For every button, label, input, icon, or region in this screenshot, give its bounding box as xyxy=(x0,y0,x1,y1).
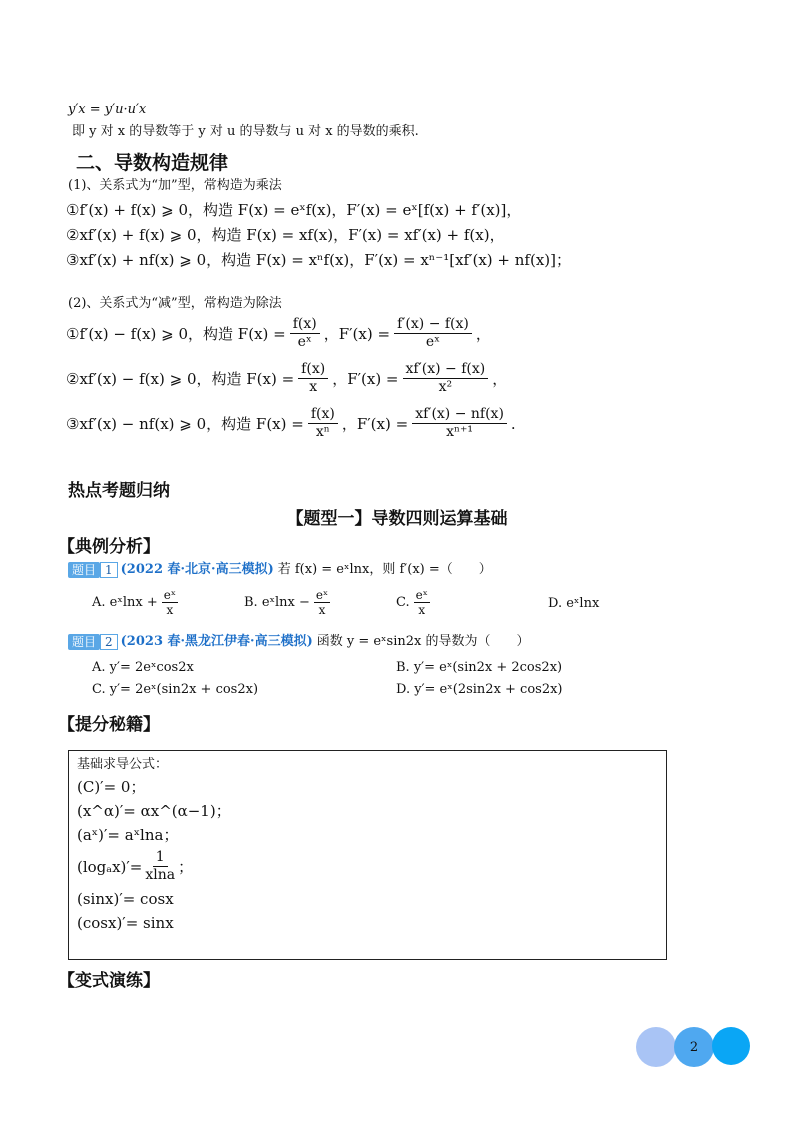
rule2-mid: ，F′(x) = xyxy=(341,414,409,433)
option-c-text: C. xyxy=(396,594,410,610)
formula-line: (C)′= 0； xyxy=(77,778,146,796)
rule2-condition: ①f′(x) − f(x) ⩾ 0，构造 F(x) = xyxy=(66,324,286,343)
numerator: f(x) xyxy=(290,316,320,334)
rule2-mid: ，F′(x) = xyxy=(323,324,391,343)
question-2-header xyxy=(68,634,530,650)
fraction xyxy=(414,588,430,617)
rule2-condition: ②xf′(x) − f(x) ⩾ 0，构造 F(x) = xyxy=(66,369,295,388)
page-number-text: 2 xyxy=(689,1039,699,1055)
formula-end: ； xyxy=(178,857,194,876)
fraction xyxy=(394,316,472,351)
question-1-header xyxy=(68,562,492,578)
example-analysis-title: 【典例分析】 xyxy=(58,537,160,557)
question-tag: 题目 xyxy=(68,634,100,650)
option-d[interactable]: D. eˣlnx xyxy=(548,596,600,611)
denominator: xlna xyxy=(145,867,176,883)
page-number xyxy=(674,1027,714,1067)
denominator: x xyxy=(166,603,174,617)
denominator: xⁿ⁺¹ xyxy=(446,424,474,440)
rule1-title: (1)、关系式为“加”型，常构造为乘法 xyxy=(68,178,282,193)
rule2-item xyxy=(66,361,507,396)
fraction xyxy=(412,406,507,441)
tips-title: 【提分秘籍】 xyxy=(58,715,160,735)
option-c[interactable] xyxy=(396,588,430,617)
rule1-item: ③xf′(x) + nf(x) ⩾ 0，构造 F(x) = xⁿf(x)，F′(x) = xⁿ⁻¹[xf′(x) + nf(x)]； xyxy=(66,251,571,269)
numerator: eˣ xyxy=(315,588,329,602)
question-source: (2023 春·黑龙江伊春·高三模拟) xyxy=(120,634,313,649)
question-type-title: 【题型一】导数四则运算基础 xyxy=(286,509,508,529)
rule2-end: ， xyxy=(475,324,491,343)
rule2-title: (2)、关系式为“减”型，常构造为除法 xyxy=(68,296,282,311)
denominator: x² xyxy=(438,379,453,395)
question-source: (2022 春·北京·高三模拟) xyxy=(120,562,274,577)
fraction xyxy=(314,588,330,617)
fraction xyxy=(162,588,178,617)
option-b-text: B. eˣlnx − xyxy=(244,594,310,610)
numerator: f(x) xyxy=(308,406,338,424)
option-b[interactable] xyxy=(244,588,330,617)
rule2-end: ， xyxy=(492,369,508,388)
denominator: x xyxy=(418,603,426,617)
option-a[interactable] xyxy=(92,588,178,617)
option-a-text: A. eˣlnx + xyxy=(92,594,158,610)
rule2-item xyxy=(66,316,491,351)
numerator: 1 xyxy=(153,849,168,867)
formula-box xyxy=(68,750,667,960)
formula-line: (sinx)′= cosx xyxy=(77,890,174,908)
denominator: x xyxy=(309,379,318,395)
question-stem: 函数 y = eˣsin2x 的导数为（ ） xyxy=(316,634,530,649)
numerator: eˣ xyxy=(163,588,176,602)
option-b[interactable]: B. y′= eˣ(sin2x + 2cos2x) xyxy=(396,660,563,675)
denominator: eˣ xyxy=(425,334,441,350)
numerator: f(x) xyxy=(298,361,328,379)
option-d[interactable]: D. y′= eˣ(2sin2x + cos2x) xyxy=(396,682,563,697)
hot-topics-title: 热点考题归纳 xyxy=(68,481,170,501)
denominator: eˣ xyxy=(297,334,312,350)
fraction xyxy=(290,316,320,351)
rule1-item: ②xf′(x) + f(x) ⩾ 0，构造 F(x) = xf(x)，F′(x) = xf′(x) + f(x)， xyxy=(66,226,505,244)
rule2-end: . xyxy=(510,414,516,433)
fraction xyxy=(308,406,338,441)
chain-rule-explanation: 即 y 对 x 的导数等于 y 对 u 的导数与 u 对 x 的导数的乘积. xyxy=(72,124,419,139)
numerator: f′(x) − f(x) xyxy=(394,316,472,334)
question-number: 2 xyxy=(100,634,118,650)
rule2-item xyxy=(66,406,516,441)
fraction xyxy=(145,849,175,884)
formula-box-heading: 基础求导公式： xyxy=(77,757,169,772)
page-decoration-circle xyxy=(636,1027,676,1067)
denominator: x xyxy=(318,603,326,617)
fraction xyxy=(403,361,489,396)
rule2-mid: ，F′(x) = xyxy=(332,369,399,388)
formula-lhs: (logₐx)′= xyxy=(77,857,143,876)
formula-line: (aˣ)′= aˣlna； xyxy=(77,826,179,844)
question-number: 1 xyxy=(100,562,118,578)
denominator: xⁿ xyxy=(315,424,330,440)
rule2-condition: ③xf′(x) − nf(x) ⩾ 0，构造 F(x) = xyxy=(66,414,304,433)
numerator: xf′(x) − nf(x) xyxy=(412,406,507,424)
question-stem: 若 f(x) = eˣlnx，则 f′(x) =（ ） xyxy=(277,562,492,577)
practice-title: 【变式演练】 xyxy=(58,971,160,991)
rule1-item: ①f′(x) + f(x) ⩾ 0，构造 F(x) = eˣf(x)，F′(x) = eˣ[f(x) + f′(x)]， xyxy=(66,201,522,219)
chain-rule-formula: y′x = y′u·u′x xyxy=(68,102,147,117)
option-c[interactable]: C. y′= 2eˣ(sin2x + cos2x) xyxy=(92,682,259,697)
fraction xyxy=(298,361,328,396)
formula-line: (x^α)′= αx^(α−1)； xyxy=(77,802,231,820)
page-decoration-circle xyxy=(712,1027,750,1065)
numerator: eˣ xyxy=(415,588,428,602)
formula-line xyxy=(77,849,193,884)
option-a[interactable]: A. y′= 2eˣcos2x xyxy=(92,660,194,675)
formula-line: (cosx)′= sinx xyxy=(77,914,174,932)
numerator: xf′(x) − f(x) xyxy=(403,361,489,379)
section-title: 二、导数构造规律 xyxy=(76,152,229,174)
question-tag: 题目 xyxy=(68,562,100,578)
